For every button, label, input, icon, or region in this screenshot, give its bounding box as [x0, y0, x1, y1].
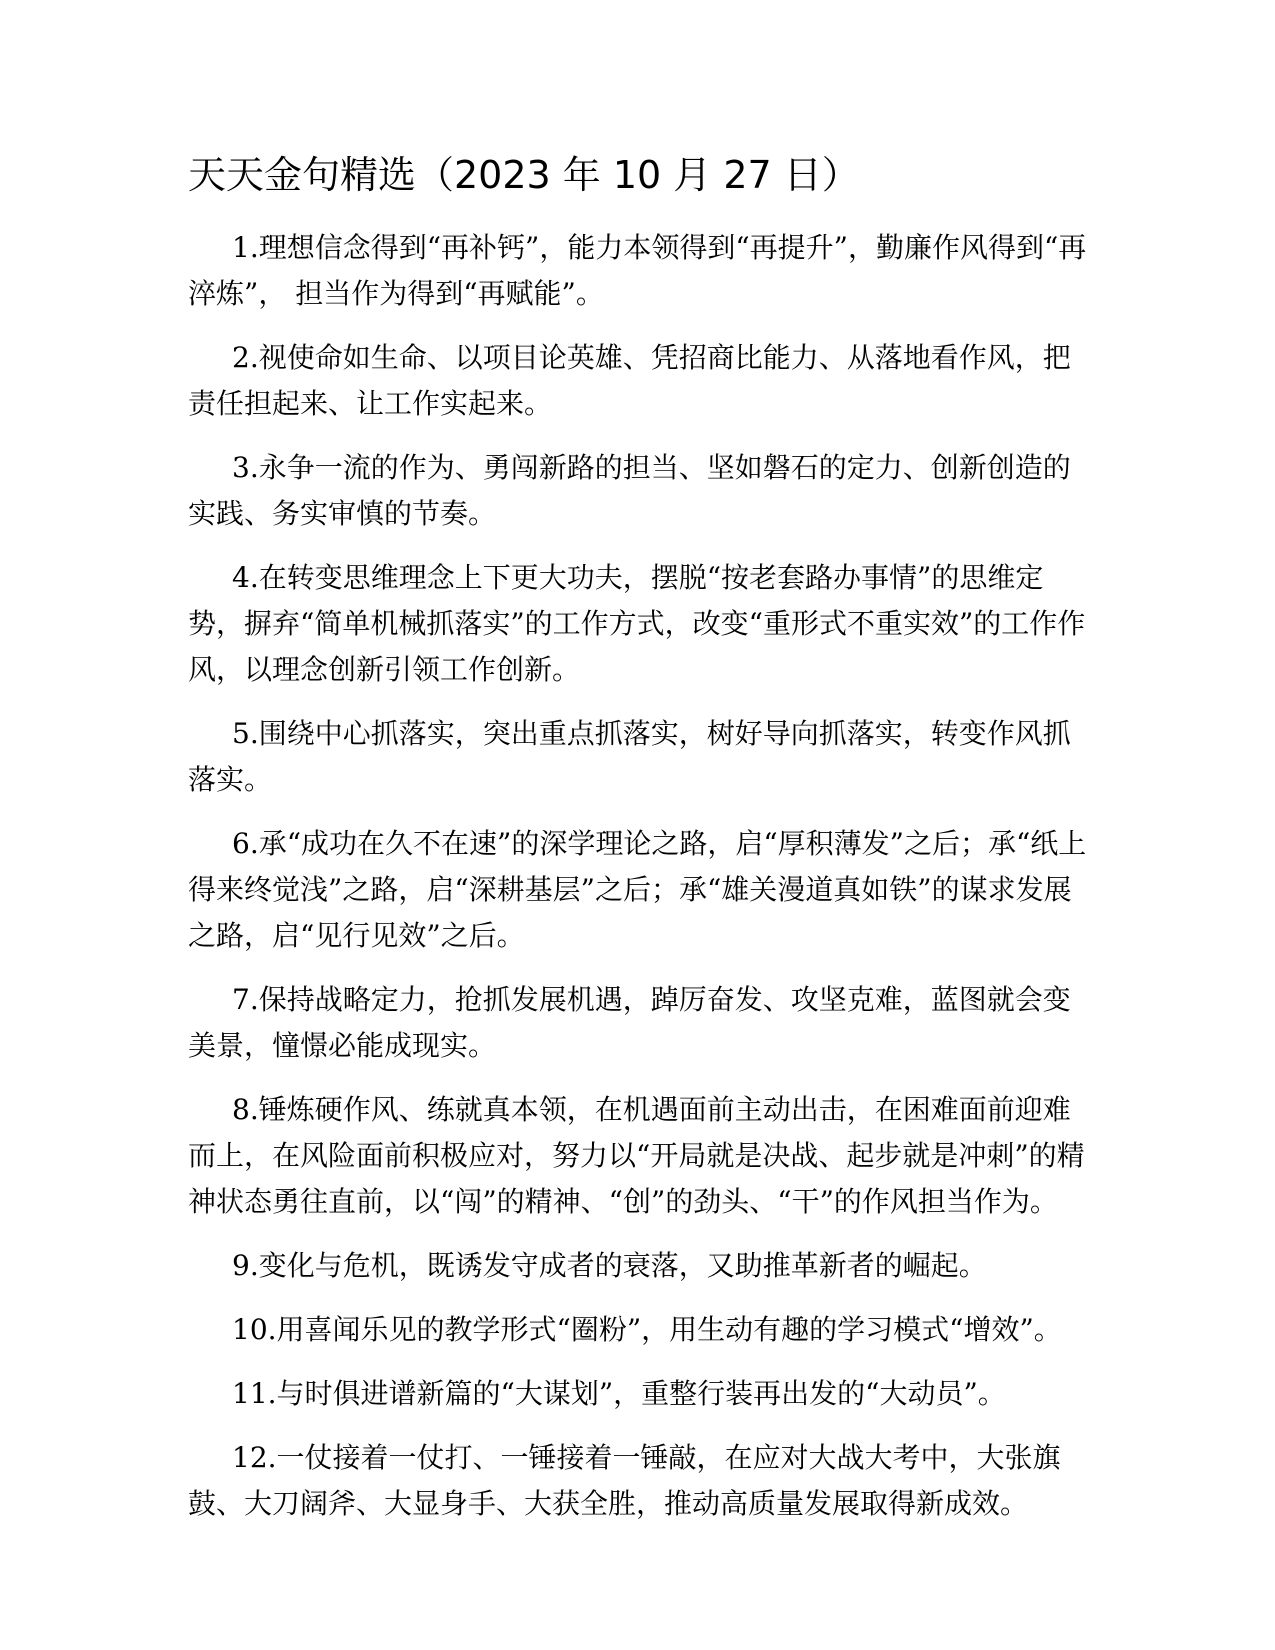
quote-paragraph-3: 3.永争一流的作为、勇闯新路的担当、坚如磐石的定力、创新创造的实践、务实审慎的节奏。 [188, 451, 1071, 530]
quote-paragraph-10: 10.用喜闻乐见的教学形式“圈粉”，用生动有趣的学习模式“增效”。 [232, 1313, 1062, 1346]
quote-paragraph-1: 1.理想信念得到“再补钙”，能力本领得到“再提升”，勤廉作风得到“再淬炼”， 担当作为得到“再赋能”。 [188, 231, 1087, 310]
quote-paragraph-7: 7.保持战略定力，抢抓发展机遇，踔厉奋发、攻坚克难，蓝图就会变美景，憧憬必能成现实。 [188, 983, 1071, 1062]
quote-paragraph-4: 4.在转变思维理念上下更大功夫，摆脱“按老套路办事情”的思维定势，摒弃“简单机械抓落实”的工作方式，改变“重形式不重实效”的工作作风，以理念创新引领工作创新。 [188, 561, 1086, 686]
document-body [188, 225, 1088, 1545]
quote-paragraph-12: 12.一仗接着一仗打、一锤接着一锤敲，在应对大战大考中，大张旗鼓、大刀阔斧、大显身手、大获全胜，推动高质量发展取得新成效。 [188, 1441, 1061, 1520]
quote-paragraph-2: 2.视使命如生命、以项目论英雄、凭招商比能力、从落地看作风，把责任担起来、让工作实起来。 [188, 341, 1071, 420]
quote-paragraph-6: 6.承“成功在久不在速”的深学理论之路，启“厚积薄发”之后；承“纸上得来终觉浅”之路，启“深耕基层”之后；承“雄关漫道真如铁”的谋求发展之路，启“见行见效”之后。 [188, 827, 1087, 952]
quote-paragraph-11: 11.与时俱进谱新篇的“大谋划”，重整行装再出发的“大动员”。 [232, 1377, 1006, 1410]
quote-paragraph-8: 8.锤炼硬作风、练就真本领，在机遇面前主动出击，在困难面前迎难而上，在风险面前积极应对，努力以“开局就是决战、起步就是冲刺”的精神状态勇往直前，以“闯”的精神、“创”的劲头、“干”的作风担当作为。 [188, 1093, 1085, 1218]
document-title: 天天金句精选（2023 年 10 月 27 日） [188, 153, 860, 197]
quote-paragraph-9: 9.变化与危机，既诱发守成者的衰落，又助推革新者的崛起。 [232, 1249, 987, 1282]
quote-paragraph-5: 5.围绕中心抓落实，突出重点抓落实，树好导向抓落实，转变作风抓落实。 [188, 717, 1071, 796]
